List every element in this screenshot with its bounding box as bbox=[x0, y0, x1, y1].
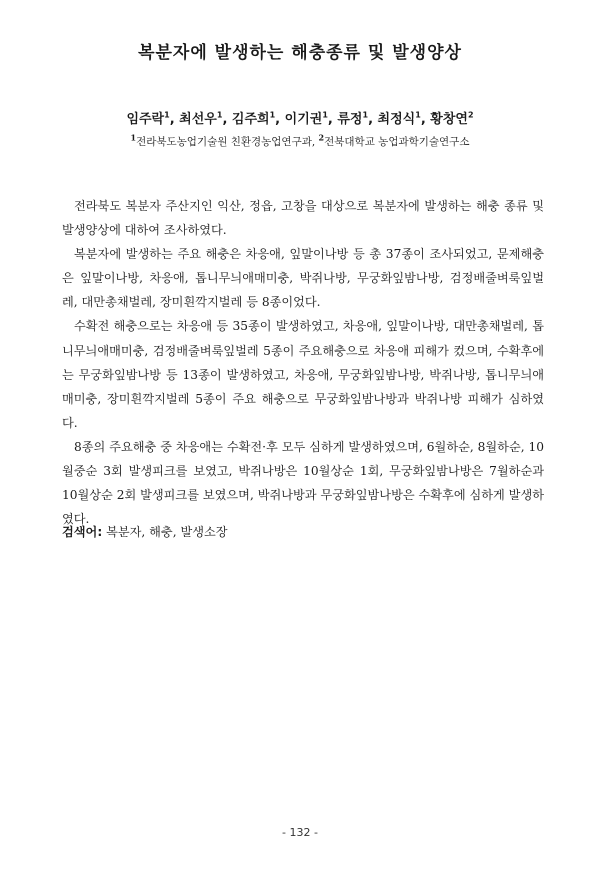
author-list: 임주락$^1$, 최선우$^1$, 김주희$^1$, 이기권$^1$, 류정$^1$, 최정식$^1$, 황창연$^2$ bbox=[126, 110, 474, 127]
author: 임주락$^1$ bbox=[126, 110, 170, 127]
abstract-paragraph: 수확전 해충으로는 차응애 등 35종이 발생하였고, 차응애, 잎말이나방, 대만총채벌레, 톱니무늬애매미충, 검정배줄벼룩잎벌레 5종이 주요해충으로 차응애 피해가 컸으며, 수확후에는 무궁화잎밤나방 등 13종이 발생하였고, 차응애, 무궁화잎밤나방, 박쥐나방, 톱니무늬애매미충, 장미흰깍지벌레 5종이 주요 해충으로 무궁화잎밤나방과 박쥐나방 피해가 심하였다. bbox=[62, 319, 544, 430]
abstract-body bbox=[62, 194, 544, 531]
abstract-paragraph: 8종의 주요해충 중 차응애는 수확전·후 모두 심하게 발생하였으며, 6월하순, 8월하순, 10월중순 3회 발생피크를 보였고, 박쥐나방은 10월상순 1회, 무궁화잎밤나방은 7월하순과 10월상순 2회 발생피크를 보였으며, 박쥐나방과 무궁화잎밤나방은 수확후에 심하게 발생하였다. bbox=[62, 439, 544, 527]
author: 최선우$^1$ bbox=[179, 110, 223, 127]
author: 황창연$^2$ bbox=[430, 110, 474, 127]
keywords bbox=[62, 522, 544, 542]
affiliations: $^1$전라북도농업기술원 친환경농업연구과, $^2$전북대학교 농업과학기술연구소 bbox=[130, 132, 470, 148]
author: 김주희$^1$ bbox=[231, 110, 276, 127]
affiliation: 전북대학교 농업과학기술연구소 bbox=[324, 136, 470, 148]
keywords-label: 검색어: bbox=[62, 525, 103, 539]
author: 이기권$^1$ bbox=[284, 110, 328, 127]
abstract-paragraph: 복분자에 발생하는 주요 해충은 차응애, 잎말이나방 등 총 37종이 조사되었고, 문제해충은 잎말이나방, 차응애, 톱니무늬애매미충, 박쥐나방, 무궁화잎밤나방, 검정배줄벼룩잎벌레, 대만총채벌레, 장미흰깍지벌레 등 8종이었다. bbox=[62, 247, 544, 310]
paper-title: 복분자에 발생하는 해충종류 및 발생양상 bbox=[138, 43, 462, 63]
abstract-paragraph: 전라북도 복분자 주산지인 익산, 정읍, 고창을 대상으로 복분자에 발생하는 해충 종류 및 발생양상에 대하여 조사하였다. bbox=[62, 199, 544, 238]
page-number: - 132 - bbox=[282, 826, 318, 839]
author: 최정식$^1$ bbox=[377, 110, 421, 127]
affiliation: 전라북도농업기술원 친환경농업연구과, bbox=[136, 136, 319, 148]
author: 류정$^1$ bbox=[337, 110, 369, 127]
keywords-text: 복분자, 해충, 발생소장 bbox=[102, 525, 228, 539]
